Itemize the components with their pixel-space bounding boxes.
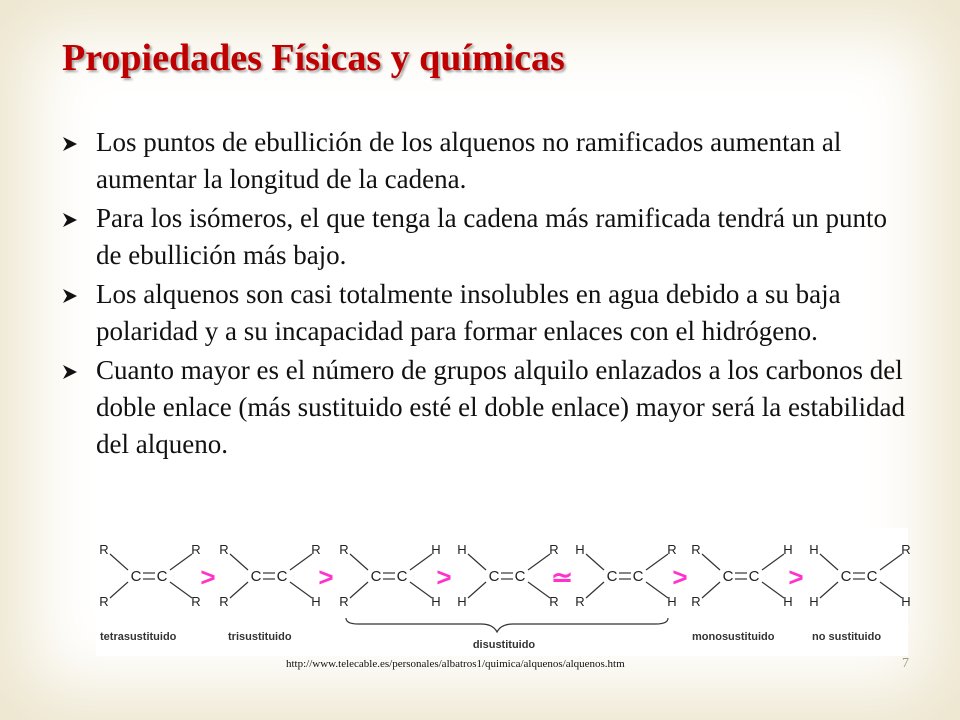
arrowhead-bullet-icon [62,364,78,380]
carbon-label: C [866,568,878,585]
bond-line [410,554,432,570]
substitution-label: monosustituido [692,631,775,643]
bond-line [230,582,248,598]
substituent-label: R [549,542,559,557]
substituent-label: H [431,542,441,557]
bullet-item [62,276,912,350]
carbon-label: C [276,568,288,585]
bond-line [646,554,668,570]
bond-line [170,582,192,598]
bullet-text: Para los isómeros, el que tenga la cadena más ramificada tendrá un punto de ebullición más bajo. [96,203,887,270]
substitution-label: no sustituido [812,631,882,643]
bullet-list [62,124,912,465]
bullet-text: Cuanto mayor es el número de grupos alquilo enlazados a los carbonos del doble enlace (más sustituido esté el doble enlace) mayor será la estabilidad del alqueno. [96,355,905,459]
substituent-label: R [191,594,201,609]
comparison-operator: > [318,562,334,592]
bullet-text: Los alquenos son casi totalmente insolubles en agua debido a su baja polaridad y a su incapacidad para formar enlaces con el hidrógeno. [96,279,841,346]
substituent-label: H [575,542,585,557]
substituent-label: R [575,594,585,609]
carbon-label: C [488,568,500,585]
arrowhead-bullet-icon [62,288,78,304]
bond-line [762,554,784,570]
bullet-item [62,124,912,198]
bond-line [762,582,784,598]
bond-line [646,582,668,598]
carbon-label: C [250,568,262,585]
slide-title: Propiedades Físicas y químicas [62,37,565,79]
arrowhead-bullet-icon [62,212,78,228]
substituent-label: R [667,542,677,557]
bond-line [880,554,902,570]
comparison-operator: > [788,562,804,592]
bond-line [468,554,486,570]
bond-line [230,554,248,570]
comparison-operator: > [436,562,452,592]
source-url: http://www.telecable.es/personales/albatros1/quimica/alquenos/alquenos.htm [286,658,625,670]
substituent-label: R [339,594,349,609]
bond-line [702,582,720,598]
carbon-label: C [130,568,142,585]
bond-line [586,554,604,570]
substituent-label: R [99,542,109,557]
substituent-label: H [901,594,911,609]
bond-line [350,582,368,598]
bullet-item [62,352,912,463]
substituent-label: R [339,542,349,557]
carbon-label: C [840,568,852,585]
bond-line [350,554,368,570]
carbon-label: C [396,568,408,585]
substituent-label: R [691,542,701,557]
bond-line [880,582,902,598]
carbon-label: C [632,568,644,585]
bond-line [702,554,720,570]
substituent-label: H [809,594,819,609]
bullet-text: Los puntos de ebullición de los alquenos no ramificados aumentan al aumentar la longitud de la cadena. [96,127,842,194]
substituent-label: R [901,542,911,557]
substituent-label: H [457,542,467,557]
substituent-label: R [311,542,321,557]
bond-line [820,582,838,598]
carbon-label: C [748,568,760,585]
bond-line [820,554,838,570]
bullet-item [62,200,912,274]
bond-line [468,582,486,598]
page-number: 7 [902,656,909,671]
comparison-operator: > [672,562,688,592]
bond-line [410,582,432,598]
substituent-label: R [99,594,109,609]
carbon-label: C [370,568,382,585]
bond-line [586,582,604,598]
carbon-label: C [722,568,734,585]
carbon-label: C [606,568,618,585]
substituent-label: R [691,594,701,609]
bond-line [528,554,550,570]
substituent-label: H [457,594,467,609]
substituent-label: H [783,594,793,609]
bond-line [170,554,192,570]
disubstituted-brace [346,618,668,632]
comparison-operator: > [200,562,216,592]
substituent-label: H [809,542,819,557]
bond-line [290,554,312,570]
bond-line [110,554,128,570]
substituent-label: R [219,542,229,557]
carbon-label: C [514,568,526,585]
comparison-operator: ≃ [551,562,573,592]
substituent-label: H [311,594,321,609]
bond-line [528,582,550,598]
substitution-label: disustituido [472,639,536,651]
bond-line [110,582,128,598]
substituent-label: H [783,542,793,557]
substituent-label: H [431,594,441,609]
substituent-label: R [219,594,229,609]
substituent-label: R [191,542,201,557]
substituent-label: R [549,594,559,609]
bond-line [290,582,312,598]
alkene-stability-scheme [96,528,911,656]
arrowhead-bullet-icon [62,136,78,152]
substitution-label: tetrasustituido [100,631,177,643]
substitution-label: trisustituido [228,631,292,643]
carbon-label: C [156,568,168,585]
substituent-label: H [667,594,677,609]
